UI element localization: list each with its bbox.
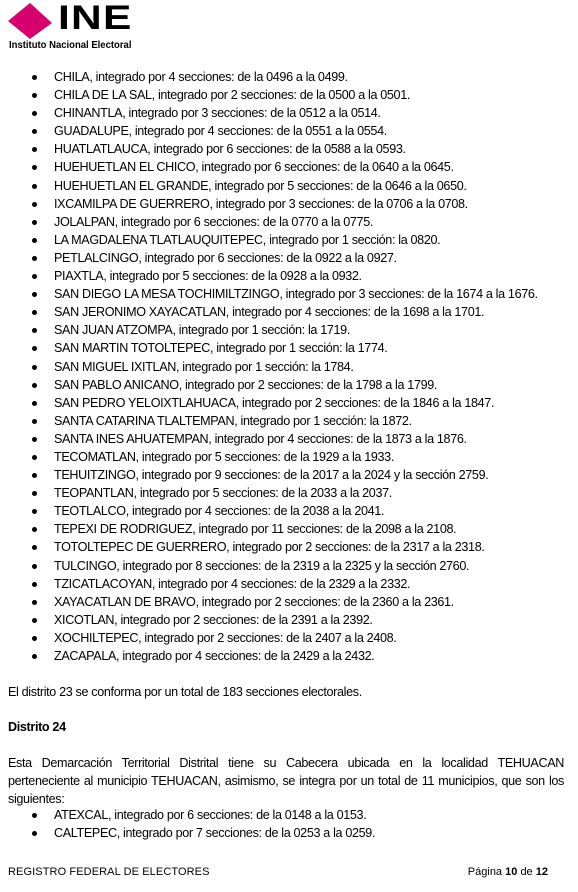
bullet-icon bbox=[32, 292, 37, 297]
bullet-icon bbox=[32, 509, 37, 514]
list-item bbox=[0, 824, 578, 842]
list-item-text: TEOTLALCO, integrado por 4 secciones: de la 2038 a la 2041. bbox=[54, 504, 385, 519]
list-item bbox=[0, 538, 578, 556]
bullet-icon bbox=[32, 238, 37, 243]
list-item bbox=[0, 267, 578, 285]
list-item-text: SAN JUAN ATZOMPA, integrado por 1 sección: la 1719. bbox=[54, 323, 350, 338]
list-item-text: SANTA INES AHUATEMPAN, integrado por 4 secciones: de la 1873 a la 1876. bbox=[54, 431, 467, 446]
list-item-text: GUADALUPE, integrado por 4 secciones: de la 0551 a la 0554. bbox=[54, 124, 387, 139]
bullet-icon bbox=[32, 600, 37, 605]
list-item-text: PIAXTLA, integrado por 5 secciones: de la 0928 a la 0932. bbox=[54, 269, 362, 284]
municipalities-list bbox=[0, 68, 578, 665]
logo-text: INE bbox=[58, 0, 133, 37]
list-item-text: JOLALPAN, integrado por 6 secciones: de la 0770 a la 0775. bbox=[54, 214, 374, 229]
page-current: 10 bbox=[505, 866, 518, 878]
list-item bbox=[0, 629, 578, 647]
list-item bbox=[0, 647, 578, 665]
list-item-text: XAYACATLAN DE BRAVO, integrado por 2 secciones: de la 2360 a la 2361. bbox=[54, 594, 454, 609]
list-item bbox=[0, 195, 578, 213]
bullet-icon bbox=[32, 365, 37, 370]
list-item bbox=[0, 484, 578, 502]
list-item-text: HUEHUETLAN EL CHICO, integrado por 6 secciones: de la 0640 a la 0645. bbox=[54, 160, 454, 175]
bullet-icon bbox=[32, 184, 37, 189]
list-item-text: SAN PEDRO YELOIXTLAHUACA, integrado por 2 secciones: de la 1846 a la 1847. bbox=[54, 395, 495, 410]
list-item-text: ZACAPALA, integrado por 4 secciones: de la 2429 a la 2432. bbox=[54, 649, 375, 663]
page-footer bbox=[0, 866, 578, 886]
list-item-text: TECOMATLAN, integrado por 5 secciones: de la 1929 a la 1933. bbox=[54, 449, 394, 464]
list-item bbox=[0, 158, 578, 176]
footer-organization: REGISTRO FEDERAL DE ELECTORES bbox=[8, 866, 210, 878]
bullet-icon bbox=[32, 527, 37, 532]
district-heading: Distrito 24 bbox=[8, 720, 66, 734]
municipalities-list-2 bbox=[0, 806, 578, 842]
bullet-icon bbox=[32, 147, 37, 152]
list-item bbox=[0, 502, 578, 520]
list-item bbox=[0, 285, 578, 303]
list-item-text: HUEHUETLAN EL GRANDE, integrado por 5 secciones: de la 0646 a la 0650. bbox=[54, 178, 467, 193]
list-item bbox=[0, 466, 578, 484]
bullet-icon bbox=[32, 618, 37, 623]
list-item-text: SAN MIGUEL IXITLAN, integrado por 1 sección: la 1784. bbox=[54, 359, 354, 374]
list-item-text: CHILA, integrado por 4 secciones: de la 0496 a la 0499. bbox=[54, 70, 348, 84]
bullet-icon bbox=[32, 310, 37, 315]
list-item bbox=[0, 122, 578, 140]
page-total: 12 bbox=[535, 866, 548, 878]
bullet-icon bbox=[32, 129, 37, 134]
bullet-icon bbox=[32, 437, 37, 442]
list-item-text: LA MAGDALENA TLATLAUQUITEPEC, integrado por 1 sección: la 0820. bbox=[54, 232, 441, 247]
bullet-icon bbox=[32, 401, 37, 406]
list-item-text: SAN PABLO ANICANO, integrado por 2 secciones: de la 1798 a la 1799. bbox=[54, 377, 438, 392]
list-item bbox=[0, 520, 578, 538]
page-number bbox=[468, 866, 548, 878]
list-item-text: SANTA CATARINA TLALTEMPAN, integrado por 1 sección: la 1872. bbox=[54, 413, 412, 428]
list-item-text: SAN JERONIMO XAYACATLAN, integrado por 4 secciones: de la 1698 a la 1701. bbox=[54, 305, 485, 320]
list-item bbox=[0, 249, 578, 267]
list-item bbox=[0, 806, 578, 824]
list-item bbox=[0, 593, 578, 611]
list-item bbox=[0, 339, 578, 357]
list-item bbox=[0, 231, 578, 249]
list-item-text: TOTOLTEPEC DE GUERRERO, integrado por 2 secciones: de la 2317 a la 2318. bbox=[54, 540, 485, 555]
bullet-icon bbox=[32, 75, 37, 80]
ine-logo-icon bbox=[8, 3, 56, 43]
list-item-text: IXCAMILPA DE GUERRERO, integrado por 3 secciones: de la 0706 a la 0708. bbox=[54, 196, 468, 211]
list-item bbox=[0, 303, 578, 321]
list-item bbox=[0, 394, 578, 412]
list-item-text: SAN MARTIN TOTOLTEPEC, integrado por 1 sección: la 1774. bbox=[54, 341, 388, 356]
bullet-icon bbox=[32, 274, 37, 279]
bullet-icon bbox=[32, 256, 37, 261]
list-item-text: HUATLATLAUCA, integrado por 6 secciones: de la 0588 a la 0593. bbox=[54, 142, 406, 157]
list-item bbox=[0, 86, 578, 104]
list-item-text: CHINANTLA, integrado por 3 secciones: de la 0512 a la 0514. bbox=[54, 106, 381, 121]
bullet-icon bbox=[32, 473, 37, 478]
bullet-icon bbox=[32, 582, 37, 587]
bullet-icon bbox=[32, 328, 37, 333]
list-item-text: SAN DIEGO LA MESA TOCHIMILTZINGO, integrado por 3 secciones: de la 1674 a la 1676. bbox=[54, 287, 538, 302]
bullet-icon bbox=[32, 202, 37, 207]
list-item-text: CHILA DE LA SAL, integrado por 2 secciones: de la 0500 a la 0501. bbox=[54, 88, 411, 103]
list-item bbox=[0, 358, 578, 376]
bullet-icon bbox=[32, 220, 37, 225]
list-item bbox=[0, 104, 578, 122]
bullet-icon bbox=[32, 93, 37, 98]
logo-subtitle: Instituto Nacional Electoral bbox=[9, 40, 132, 51]
list-item bbox=[0, 611, 578, 629]
bullet-icon bbox=[32, 165, 37, 170]
bullet-icon bbox=[32, 636, 37, 641]
list-item bbox=[0, 376, 578, 394]
list-item bbox=[0, 321, 578, 339]
list-item bbox=[0, 68, 578, 86]
list-item bbox=[0, 213, 578, 231]
list-item bbox=[0, 412, 578, 430]
bullet-icon bbox=[32, 111, 37, 116]
list-item bbox=[0, 140, 578, 158]
list-item bbox=[0, 575, 578, 593]
list-item-text: ATEXCAL, integrado por 6 secciones: de la 0148 a la 0153. bbox=[54, 808, 367, 822]
list-item bbox=[0, 557, 578, 575]
list-item-text: XOCHILTEPEC, integrado por 2 secciones: de la 2407 a la 2408. bbox=[54, 630, 397, 645]
bullet-icon bbox=[32, 346, 37, 351]
page-of: de bbox=[520, 866, 533, 878]
list-item-text: PETLALCINGO, integrado por 6 secciones: de la 0922 a la 0927. bbox=[54, 250, 397, 265]
bullet-icon bbox=[32, 455, 37, 460]
list-item-text: TULCINGO, integrado por 8 secciones: de la 2319 a la 2325 y la sección 2760. bbox=[54, 558, 470, 573]
list-item bbox=[0, 430, 578, 448]
bullet-icon bbox=[32, 654, 37, 659]
list-item bbox=[0, 448, 578, 466]
ine-logo bbox=[8, 0, 168, 51]
list-item bbox=[0, 177, 578, 195]
list-item-text: CALTEPEC, integrado por 7 secciones: de la 0253 a la 0259. bbox=[54, 826, 376, 841]
page-label: Página bbox=[467, 866, 503, 878]
bullet-icon bbox=[32, 491, 37, 496]
list-item-text: TZICATLACOYAN, integrado por 4 secciones: de la 2329 a la 2332. bbox=[54, 576, 411, 591]
list-item-text: TEOPANTLAN, integrado por 5 secciones: de la 2033 a la 2037. bbox=[54, 486, 392, 501]
bullet-icon bbox=[32, 831, 37, 836]
bullet-icon bbox=[32, 564, 37, 569]
list-item-text: TEPEXI DE RODRIGUEZ, integrado por 11 secciones: de la 2098 a la 2108. bbox=[54, 522, 457, 537]
list-item-text: TEHUITZINGO, integrado por 9 secciones: de la 2017 a la 2024 y la sección 2759. bbox=[54, 468, 489, 483]
district-total-text: El distrito 23 se conforma por un total de 183 secciones electorales. bbox=[8, 685, 362, 699]
district-description: Esta Demarcación Territorial Distrital tiene su Cabecera ubicada en la localidad TEHUACAN perteneciente al municipio TEHUACAN, asimismo, se integra por un total de 11 municipios, que son los siguientes: bbox=[8, 756, 564, 806]
bullet-icon bbox=[32, 813, 37, 818]
list-item-text: XICOTLAN, integrado por 2 secciones: de la 2391 a la 2392. bbox=[54, 612, 373, 627]
bullet-icon bbox=[32, 383, 37, 388]
bullet-icon bbox=[32, 545, 37, 550]
bullet-icon bbox=[32, 419, 37, 424]
